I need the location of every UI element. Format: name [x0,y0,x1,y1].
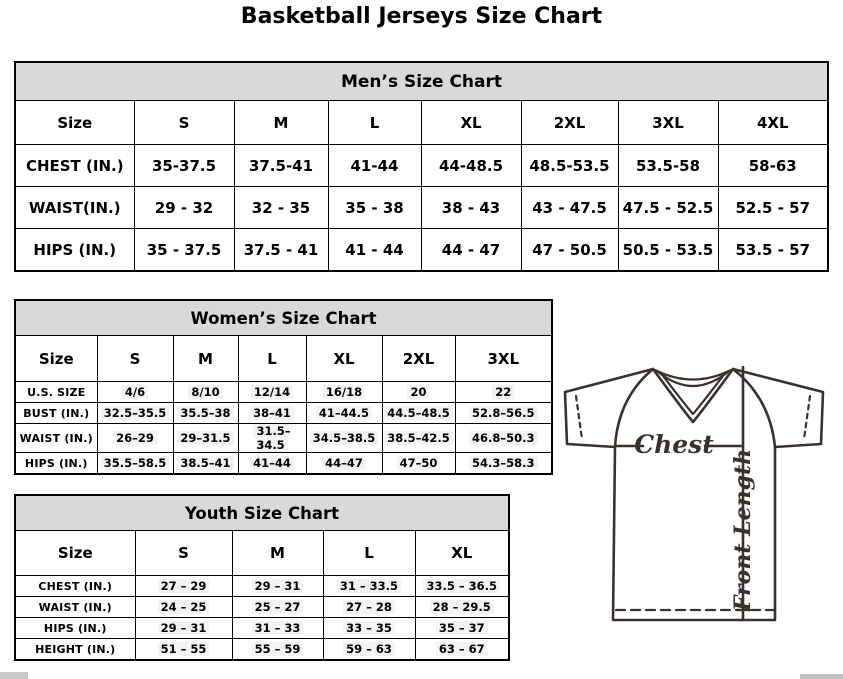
mens-value-cell [234,145,328,187]
mens-size-header-M: M [234,101,328,145]
value-text: 27 – 29 [158,579,210,593]
womens-size-header-S: S [97,336,173,382]
horizontal-scrollbar-stub-left[interactable] [0,672,28,679]
value-text: 46.8–50.3 [469,431,538,445]
value-text: 52.5 - 57 [735,198,811,217]
jersey-left-cuff-dashed-line [576,396,582,439]
mens-size-column-header: Size [15,101,134,145]
value-text: 51 – 55 [158,642,210,656]
youth-value-cell [323,597,415,618]
mens-value-cell [618,229,718,272]
chest-label: Chest [634,430,714,459]
jersey-outline [565,367,823,620]
value-text: 35-37.5 [151,156,217,175]
youth-value-cell [232,639,323,661]
mens-size-header-3XL: 3XL [618,101,718,145]
value-text: 16/18 [323,385,365,399]
value-text: 20 [407,385,429,399]
womens-value-cell [306,382,382,403]
womens-value-cell [238,453,306,475]
womens-table-title: Women’s Size Chart [15,300,552,336]
value-text: 38–41 [250,406,294,420]
womens-size-header-M: M [173,336,238,382]
mens-value-cell [521,229,618,272]
womens-size-header-L: L [238,336,306,382]
mens-value-cell [328,145,421,187]
mens-size-header-L: L [328,101,421,145]
value-text: 8/10 [188,385,222,399]
womens-value-cell [238,424,306,453]
mens-size-header-2XL: 2XL [521,101,618,145]
jersey-measurement-diagram [556,358,843,630]
value-text: 34.5–38.5 [310,431,379,445]
mens-size-header-row [15,101,828,145]
womens-value-cell [97,453,173,475]
value-text: 29–31.5 [177,431,233,445]
mens-value-cell [618,145,718,187]
youth-table-row [15,618,509,639]
womens-size-header-3XL: 3XL [455,336,552,382]
jersey-right-armhole-seam [733,369,775,447]
mens-value-cell [521,187,618,229]
value-text: 38.5–42.5 [384,431,453,445]
value-text: 44.5–48.5 [384,406,453,420]
value-text: 31 – 33.5 [337,579,401,593]
value-text: 4/6 [122,385,148,399]
value-text: 41-44 [350,156,399,175]
youth-size-column-header: Size [15,531,135,576]
womens-table-row [15,382,552,403]
womens-size-column-header: Size [15,336,97,382]
value-text: 44 - 47 [441,240,501,259]
womens-value-cell [306,453,382,475]
value-text: 38.5–41 [177,456,233,470]
value-text: 43 - 47.5 [532,198,607,217]
womens-value-cell [97,382,173,403]
youth-value-cell [232,618,323,639]
value-text: 37.5 - 41 [243,240,319,259]
youth-table-title-row [15,495,509,531]
value-text: 33 – 35 [343,621,395,635]
mens-value-cell [328,187,421,229]
value-text: 29 – 31 [252,579,304,593]
youth-value-cell [135,597,232,618]
value-text: 29 – 31 [158,621,210,635]
youth-table-row [15,639,509,661]
youth-value-cell [415,576,509,597]
mens-value-cell [134,229,234,272]
womens-size-header-row [15,336,552,382]
value-text: 12/14 [251,385,293,399]
mens-size-header-4XL: 4XL [718,101,828,145]
youth-size-header-S: S [135,531,232,576]
value-text: 32 - 35 [251,198,311,217]
mens-value-cell [618,187,718,229]
value-text: 47.5 - 52.5 [622,198,714,217]
youth-table-row [15,576,509,597]
mens-value-cell [421,229,521,272]
womens-value-cell [455,424,552,453]
value-text: 29 - 32 [154,198,214,217]
womens-table-row [15,453,552,475]
womens-row-label: U.S. SIZE [15,382,97,403]
youth-row-label: HEIGHT (IN.) [15,639,135,661]
youth-value-cell [323,639,415,661]
mens-value-cell [718,145,828,187]
value-text: 35 - 37.5 [146,240,222,259]
womens-row-label: HIPS (IN.) [15,453,97,475]
mens-value-cell [328,229,421,272]
mens-value-cell [521,145,618,187]
value-text: 41–44.5 [316,406,372,420]
youth-value-cell [135,639,232,661]
womens-value-cell [173,424,238,453]
value-text: 47–50 [397,456,441,470]
mens-row-label: HIPS (IN.) [15,229,134,272]
youth-value-cell [323,618,415,639]
value-text: 31.5–34.5 [253,424,290,452]
value-text: 35 – 37 [436,621,488,635]
youth-size-chart-table [14,494,510,661]
value-text: 35 - 38 [345,198,404,217]
youth-value-cell [232,597,323,618]
youth-size-header-XL: XL [415,531,509,576]
womens-value-cell [173,382,238,403]
womens-value-cell [455,382,552,403]
value-text: 27 – 28 [343,600,395,614]
youth-size-header-M: M [232,531,323,576]
womens-size-header-2XL: 2XL [382,336,455,382]
mens-table-row [15,229,828,272]
value-text: 32.5–35.5 [101,406,170,420]
youth-table-row [15,597,509,618]
value-text: 55 – 59 [252,642,304,656]
youth-value-cell [415,639,509,661]
value-text: 63 – 67 [436,642,488,656]
womens-value-cell [97,403,173,424]
value-text: 26–29 [113,431,157,445]
value-text: 22 [492,385,514,399]
mens-size-header-S: S [134,101,234,145]
youth-row-label: HIPS (IN.) [15,618,135,639]
mens-value-cell [421,187,521,229]
womens-value-cell [455,453,552,475]
womens-table-row [15,403,552,424]
womens-value-cell [306,424,382,453]
value-text: 35.5–38 [177,406,233,420]
mens-value-cell [234,187,328,229]
value-text: 53.5-58 [635,156,701,175]
value-text: 58-63 [748,156,797,175]
jersey-right-cuff-dashed-line [804,396,810,439]
womens-value-cell [173,403,238,424]
mens-row-label: CHEST (IN.) [15,145,134,187]
value-text: 41–44 [250,456,294,470]
womens-row-label: WAIST (IN.) [15,424,97,453]
womens-row-label: BUST (IN.) [15,403,97,424]
youth-row-label: WAIST (IN.) [15,597,135,618]
mens-value-cell [134,145,234,187]
page-title: Basketball Jerseys Size Chart [240,4,603,29]
youth-value-cell [415,618,509,639]
mens-size-header-XL: XL [421,101,521,145]
womens-value-cell [238,403,306,424]
womens-value-cell [238,382,306,403]
womens-size-header-XL: XL [306,336,382,382]
mens-value-cell [134,187,234,229]
value-text: 31 – 33 [252,621,304,635]
youth-value-cell [415,597,509,618]
mens-value-cell [718,187,828,229]
value-text: 50.5 - 53.5 [622,240,714,259]
value-text: 47 - 50.5 [532,240,607,259]
womens-value-cell [306,403,382,424]
mens-table-title: Men’s Size Chart [15,62,828,101]
value-text: 25 – 27 [252,600,304,614]
value-text: 52.8–56.5 [469,406,538,420]
womens-value-cell [382,453,455,475]
youth-table-title: Youth Size Chart [15,495,509,531]
value-text: 38 - 43 [441,198,501,217]
womens-value-cell [382,382,455,403]
youth-size-header-L: L [323,531,415,576]
mens-value-cell [234,229,328,272]
youth-value-cell [323,576,415,597]
mens-table-row [15,145,828,187]
mens-value-cell [421,145,521,187]
womens-size-chart-table [14,299,553,475]
value-text: 28 – 29.5 [430,600,494,614]
youth-value-cell [135,618,232,639]
value-text: 59 – 63 [343,642,395,656]
mens-value-cell [718,229,828,272]
value-text: 53.5 - 57 [735,240,811,259]
womens-value-cell [455,403,552,424]
value-text: 37.5-41 [248,156,314,175]
womens-table-row [15,424,552,453]
value-text: 24 – 25 [158,600,210,614]
mens-table-title-row [15,62,828,101]
youth-row-label: CHEST (IN.) [15,576,135,597]
womens-value-cell [382,403,455,424]
mens-row-label: WAIST(IN.) [15,187,134,229]
womens-value-cell [382,424,455,453]
mens-size-chart-table [14,61,829,272]
front-length-label: Front Length [730,448,756,612]
youth-size-header-row [15,531,509,576]
value-text: 35.5–58.5 [101,456,170,470]
value-text: 33.5 – 36.5 [423,579,500,593]
mens-table-row [15,187,828,229]
womens-value-cell [97,424,173,453]
youth-value-cell [135,576,232,597]
youth-value-cell [232,576,323,597]
value-text: 44–47 [322,456,366,470]
womens-value-cell [173,453,238,475]
value-text: 54.3–58.3 [469,456,538,470]
womens-table-title-row [15,300,552,336]
value-text: 41 - 44 [345,240,404,259]
horizontal-scrollbar-stub-right[interactable] [800,674,843,679]
value-text: 48.5-53.5 [529,156,610,175]
value-text: 44-48.5 [438,156,504,175]
